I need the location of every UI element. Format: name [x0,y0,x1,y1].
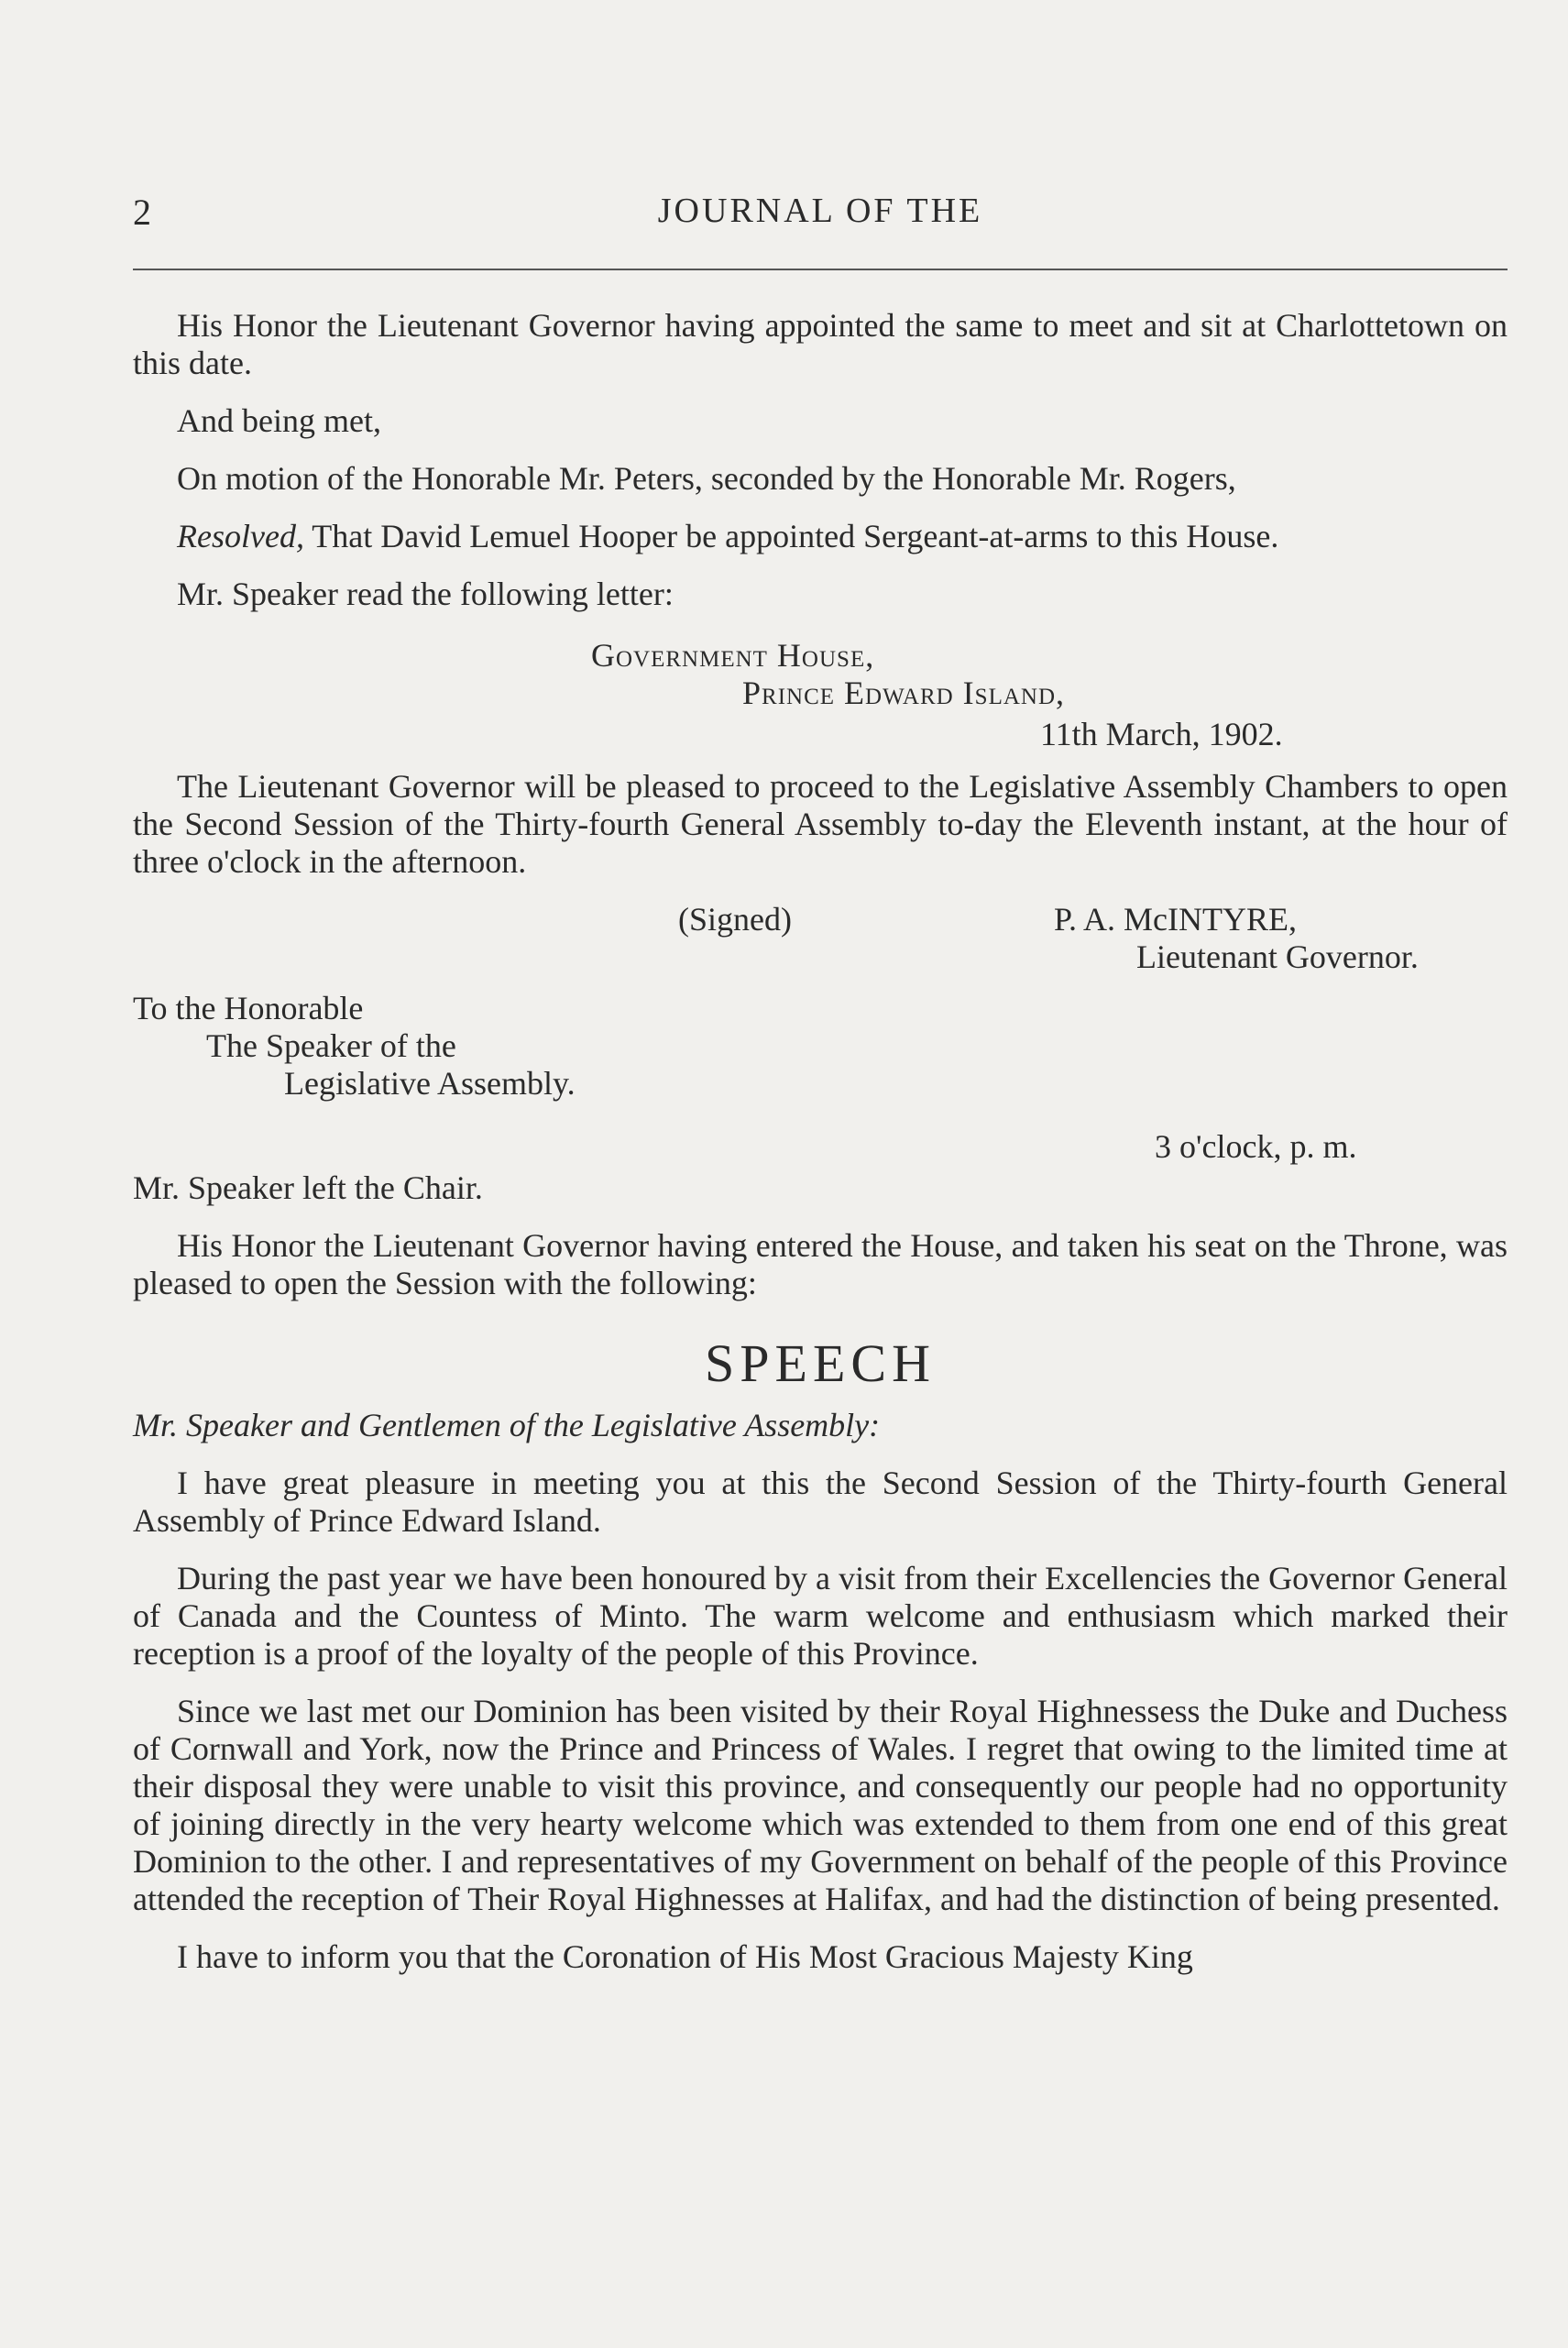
signature-row [133,901,1508,975]
letter-body: The Lieutenant Governor will be pleased to proceed to the Legislative Assembly Chambers to open the Second Session of the Thirty-fourth General Assembly to-day the Eleventh instant, at the hour of three o'clock in the afternoon. [133,768,1508,880]
speech-paragraph-1: I have great pleasure in meeting you at this the Second Session of the Thirty-fourth General Assembly of Prince Edward Island. [133,1465,1508,1539]
signed-label: (Signed) [678,901,792,938]
letter-date: 11th March, 1902. [1040,716,1283,752]
paragraph-letter-intro: Mr. Speaker read the following letter: [177,576,674,612]
running-title: JOURNAL OF THE [657,192,983,230]
paragraph-motion: On motion of the Honorable Mr. Peters, seconded by the Honorable Mr. Rogers, [177,460,1236,497]
speech-paragraph-2: During the past year we have been honoured by a visit from their Excellencies the Governor General of Canada and the Countess of Minto. The warm welcome and enthusiasm which marked their reception is a proof of the loyalty of the people of this Province. [133,1560,1508,1672]
speech-heading: SPEECH [705,1333,936,1393]
time-stamp: 3 o'clock, p. m. [1155,1128,1357,1165]
page-number: 2 [133,192,151,233]
paragraph-resolution [133,518,1508,555]
paragraph-being-met: And being met, [177,402,381,439]
paragraph-entered: His Honor the Lieutenant Governor having entered the House, and taken his seat on the Throne, was pleased to open the Session with the following: [133,1227,1508,1301]
signer-title: Lieutenant Governor. [1136,938,1419,975]
letter-recipient-line1: To the Honorable [133,990,364,1026]
speech-paragraph-4: I have to inform you that the Coronation of His Most Gracious Majesty King [177,1938,1193,1975]
page-header [133,191,1508,246]
letter-recipient-line2: The Speaker of the [206,1027,456,1064]
letter-address-line1: Government House, [591,637,875,674]
paragraph-appointment: His Honor the Lieutenant Governor having appointed the same to meet and sit at Charlottetown on this date. [133,307,1508,381]
letter-recipient-line3: Legislative Assembly. [284,1065,576,1102]
letter-address-line2: Prince Edward Island, [742,675,1065,711]
resolved-label: Resolved, [177,518,304,554]
page-body [133,307,1508,1976]
signer-name: P. A. McINTYRE, [1054,901,1298,938]
header-rule [133,269,1508,270]
time-row [133,1128,1508,1166]
speech-salutation: Mr. Speaker and Gentlemen of the Legislative Assembly: [133,1407,881,1443]
speech-paragraph-3: Since we last met our Dominion has been visited by their Royal Highnessess the Duke and Duchess of Cornwall and York, now the Prince and Princess of Wales. I regret that owing to the limited time at their disposal they were unable to visit this province, and consequently our people had no opportunity of joining directly in the very hearty welcome which was extended to them from one end of this great Dominion to the other. I and representatives of my Government on behalf of the people of this Province attended the reception of Their Royal Highnesses at Halifax, and had the distinction of being presented. [133,1693,1508,1917]
paragraph-left-chair: Mr. Speaker left the Chair. [133,1169,483,1206]
resolution-text: That David Lemuel Hooper be appointed Sergeant-at-arms to this House. [303,518,1279,554]
